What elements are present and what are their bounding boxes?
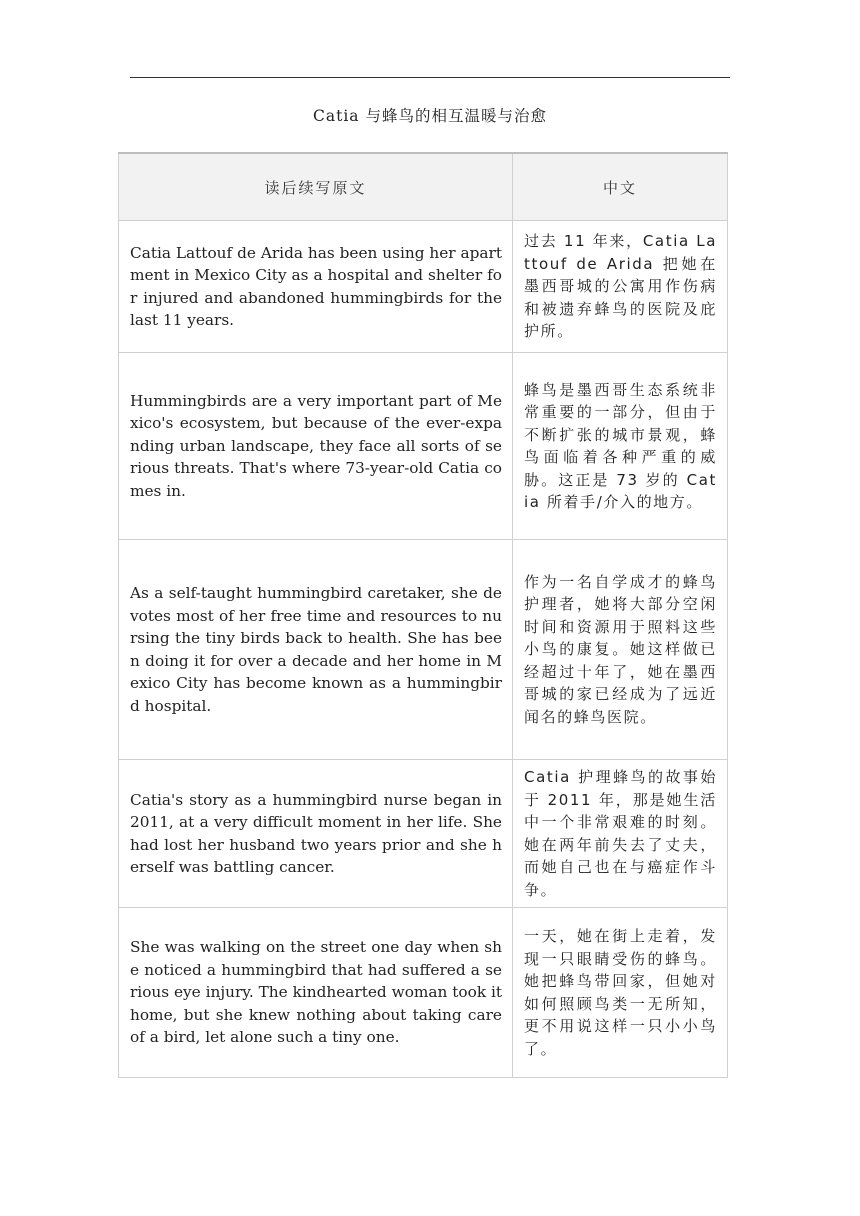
bilingual-table [118,152,727,1078]
table-row [119,760,728,908]
header-chinese: 中文 [513,153,728,221]
table-row [119,221,728,353]
table-header-row [119,153,728,221]
english-cell: Hummingbirds are a very important part of Mexico's ecosystem, but because of the ever-expanding urban landscape, they face all sorts of serious threats. That's where 73-year-old Catia comes in. [119,353,513,540]
chinese-cell: 蜂鸟是墨西哥生态系统非常重要的一部分，但由于不断扩张的城市景观，蜂鸟面临着各种严重的威胁。这正是 73 岁的 Catia 所着手/介入的地方。 [513,353,728,540]
english-cell: As a self-taught hummingbird caretaker, she devotes most of her free time and resources to nursing the tiny birds back to health. She has been doing it for over a decade and her home in Mexico City has become known as a hummingbird hospital. [119,540,513,760]
english-cell: She was walking on the street one day when she noticed a hummingbird that had suffered a serious eye injury. The kindhearted woman took it home, but she knew nothing about taking care of a bird, let alone such a tiny one. [119,908,513,1078]
table-row [119,908,728,1078]
chinese-cell: Catia 护理蜂鸟的故事始于 2011 年，那是她生活中一个非常艰难的时刻。她在两年前失去了丈夫，而她自己也在与癌症作斗争。 [513,760,728,908]
english-cell: Catia Lattouf de Arida has been using her apartment in Mexico City as a hospital and shelter for injured and abandoned hummingbirds for the last 11 years. [119,221,513,353]
header-rule [130,77,730,78]
chinese-cell: 一天，她在街上走着，发现一只眼睛受伤的蜂鸟。她把蜂鸟带回家，但她对如何照顾鸟类一无所知，更不用说这样一只小小鸟了。 [513,908,728,1078]
header-original-text: 读后续写原文 [119,153,513,221]
chinese-cell: 过去 11 年来，Catia Lattouf de Arida 把她在墨西哥城的公寓用作伤病和被遗弃蜂鸟的医院及庇护所。 [513,221,728,353]
english-cell: Catia's story as a hummingbird nurse began in 2011, at a very difficult moment in her life. She had lost her husband two years prior and she herself was battling cancer. [119,760,513,908]
document-title: Catia 与蜂鸟的相互温暖与治愈 [313,107,547,125]
table [118,152,728,1078]
table-row [119,353,728,540]
table-row [119,540,728,760]
chinese-cell: 作为一名自学成才的蜂鸟护理者，她将大部分空闲时间和资源用于照料这些小鸟的康复。她这样做已经超过十年了，她在墨西哥城的家已经成为了远近闻名的蜂鸟医院。 [513,540,728,760]
